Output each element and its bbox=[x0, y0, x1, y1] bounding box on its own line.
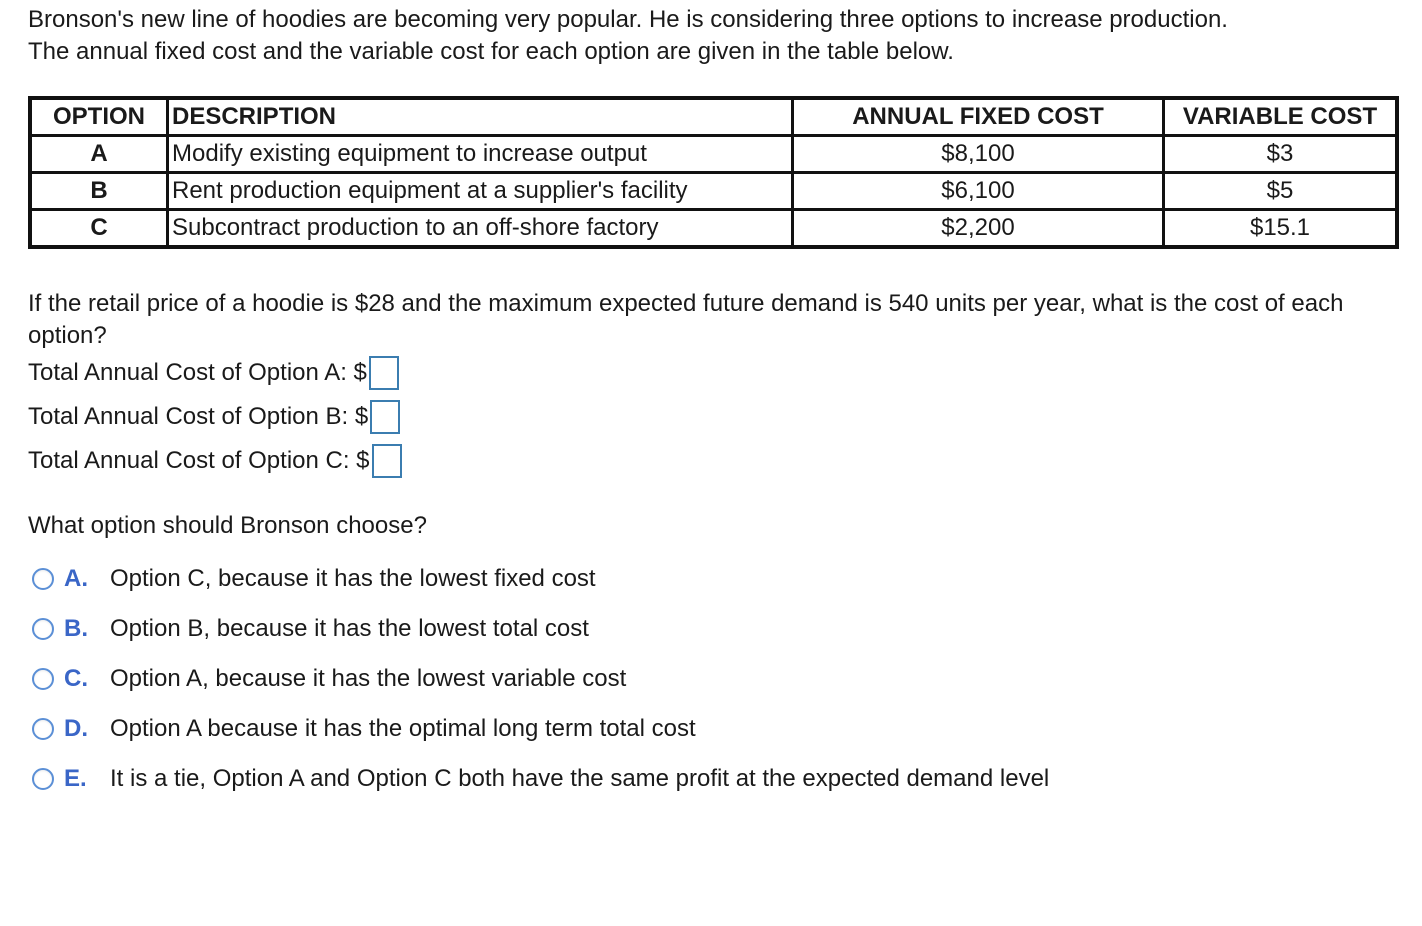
choice-d[interactable] bbox=[32, 714, 696, 744]
cell-fixed-cost: $2,200 bbox=[793, 210, 1164, 248]
cost-question: If the retail price of a hoodie is $28 and the maximum expected future demand is 540 units per year, what is the cost of each option? bbox=[28, 290, 1344, 349]
answer-label-option-a: Total Annual Cost of Option A: $ bbox=[28, 359, 367, 386]
choice-letter-a: A. bbox=[64, 565, 88, 592]
choice-letter-b: B. bbox=[64, 615, 88, 642]
total-cost-option-a-input[interactable] bbox=[369, 356, 399, 390]
table-row bbox=[30, 210, 1397, 248]
answer-row-option-a bbox=[28, 356, 399, 390]
table-row bbox=[30, 173, 1397, 210]
options-cost-table bbox=[28, 96, 1399, 249]
choice-letter-c: C. bbox=[64, 665, 88, 692]
cell-variable-cost: $5 bbox=[1164, 173, 1398, 210]
choice-text-c: Option A, because it has the lowest variable cost bbox=[110, 665, 627, 692]
choice-text-e: It is a tie, Option A and Option C both have the same profit at the expected demand level bbox=[110, 765, 1050, 792]
answer-label-option-b: Total Annual Cost of Option B: $ bbox=[28, 403, 369, 430]
total-cost-option-b-input[interactable] bbox=[370, 400, 400, 434]
cell-option: C bbox=[30, 210, 168, 248]
cell-fixed-cost: $8,100 bbox=[793, 136, 1164, 173]
choice-b[interactable] bbox=[32, 614, 589, 644]
radio-button-c[interactable] bbox=[32, 668, 54, 690]
answer-label-option-c: Total Annual Cost of Option C: $ bbox=[28, 447, 370, 474]
table-header-row bbox=[30, 98, 1397, 136]
cell-option: A bbox=[30, 136, 168, 173]
radio-button-d[interactable] bbox=[32, 718, 54, 740]
choice-text-d: Option A because it has the optimal long term total cost bbox=[110, 715, 696, 742]
choice-a[interactable] bbox=[32, 564, 596, 594]
choose-option-question: What option should Bronson choose? bbox=[28, 512, 427, 539]
cell-variable-cost: $15.1 bbox=[1164, 210, 1398, 248]
answer-row-option-c bbox=[28, 444, 402, 478]
cell-description: Rent production equipment at a supplier's facility bbox=[168, 173, 793, 210]
choice-c[interactable] bbox=[32, 664, 626, 694]
cell-option: B bbox=[30, 173, 168, 210]
table-row bbox=[30, 136, 1397, 173]
cell-variable-cost: $3 bbox=[1164, 136, 1398, 173]
radio-button-b[interactable] bbox=[32, 618, 54, 640]
cell-fixed-cost: $6,100 bbox=[793, 173, 1164, 210]
intro-line-1: Bronson's new line of hoodies are becoming very popular. He is considering three options to increase production. bbox=[28, 6, 1228, 33]
choice-text-b: Option B, because it has the lowest total cost bbox=[110, 615, 589, 642]
choice-letter-d: D. bbox=[64, 715, 88, 742]
cell-description: Modify existing equipment to increase output bbox=[168, 136, 793, 173]
header-description: DESCRIPTION bbox=[168, 98, 793, 136]
choice-text-a: Option C, because it has the lowest fixed cost bbox=[110, 565, 596, 592]
answer-row-option-b bbox=[28, 400, 400, 434]
intro-line-2: The annual fixed cost and the variable cost for each option are given in the table below. bbox=[28, 38, 954, 65]
total-cost-option-c-input[interactable] bbox=[372, 444, 402, 478]
choice-letter-e: E. bbox=[64, 765, 87, 792]
header-annual-fixed-cost: ANNUAL FIXED COST bbox=[793, 98, 1164, 136]
choice-e[interactable] bbox=[32, 764, 1049, 794]
header-option: OPTION bbox=[30, 98, 168, 136]
radio-button-e[interactable] bbox=[32, 768, 54, 790]
cell-description: Subcontract production to an off-shore factory bbox=[168, 210, 793, 248]
radio-button-a[interactable] bbox=[32, 568, 54, 590]
header-variable-cost: VARIABLE COST bbox=[1164, 98, 1398, 136]
problem-intro bbox=[28, 4, 1398, 68]
